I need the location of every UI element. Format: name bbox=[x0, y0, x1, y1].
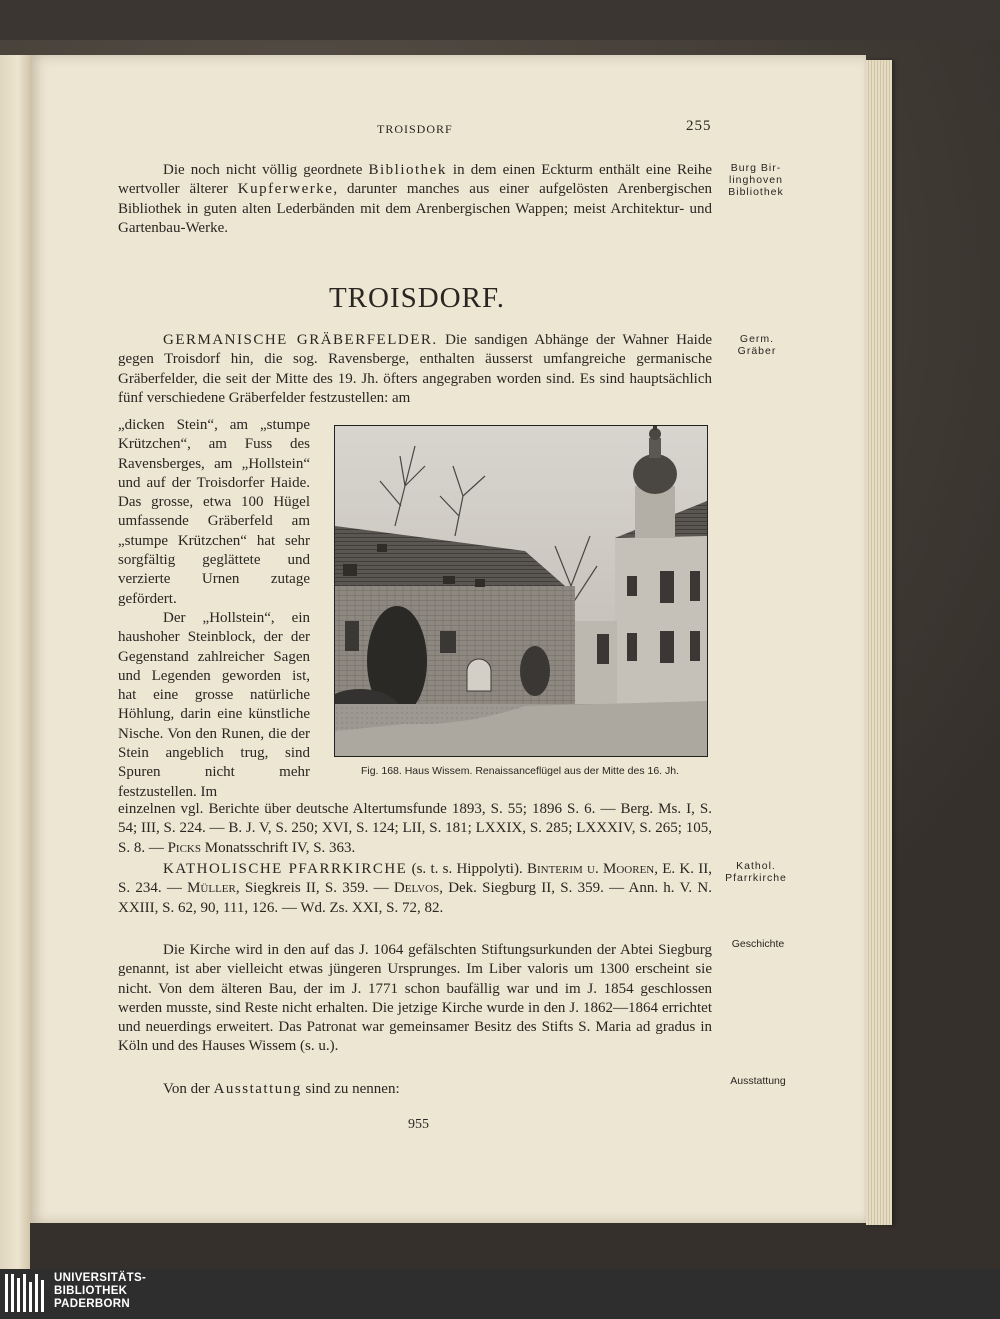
paragraph-geschichte: Die Kirche wird in den auf das J. 1064 gefälschten Stiftungsurkunden der Abtei Siegburg genannt, ist aber vielleicht etwas jüngeren Ursprunges. Im Liber valoris um 1300 erscheint sie nicht. Von dem älteren Bau, der im J. 1771 schon baufällig war und im J. 1854 geschlossen werden musste, sind Reste nicht erhalten. Die jetzige Kirche wurde in den J. 1862—1864 errichtet und neuerdings erweitert. Das Patronat war gemeinsamer Besitz des Stifts S. Maria ad gradus in Köln und des Hauses Wissem (s. u.). bbox=[118, 942, 712, 1055]
library-logo-icon bbox=[5, 1270, 49, 1316]
figure-photo-haus-wissem bbox=[334, 425, 708, 757]
margin-note-kathol: Kathol. Pfarrkirche bbox=[725, 860, 787, 884]
column-paragraph-1: „dicken Stein“, am „stumpe Krützchen“, am Fuss des Ravensberges, am „Hollstein“ und auf der Troisdorfer Haide. Das grosse, etwa 100 Hügel umfassende Gräberfeld am „stumpe Krützchen“ hat sehr sorgfältig geglättete und verzierte Urnen zutage gefördert. bbox=[118, 417, 310, 607]
paragraph-ausstattung: Von der Ausstattung sind zu nennen: bbox=[163, 1081, 400, 1097]
library-name bbox=[54, 1272, 146, 1311]
paragraph-references: einzelnen vgl. Berichte über deutsche Altertumsfunde 1893, S. 55; 1896 S. 6. — Berg. Ms. I, S. 54; III, S. 224. — B. J. V, S. 250; XVI, S. 124; LII, S. 181; LXXIX, S. 285; LXXXIV, S. 265; 105, S. 8. — Picks Monatsschrift IV, S. 363. bbox=[118, 801, 712, 856]
column-paragraph-2: Der „Hollstein“, ein haushoher Steinblock, der der Gegenstand zahlreicher Sagen und Legenden geworden ist, hat eine grosse natürliche Höhlung, darin eine künstliche Nische. Von den Runen, die der Stein angeblich trug, sind Spuren nicht mehr festzustellen. Im bbox=[118, 609, 310, 800]
running-head: TROISDORF bbox=[377, 122, 453, 136]
margin-note-germ: Germ. Gräber bbox=[737, 333, 777, 357]
paragraph-bibliothek: Die noch nicht völlig geordnete Bibliothek in dem einen Eckturm enthält eine Reihe wertvoller älterer Kupferwerke, darunter manches aus einer aufgelösten Arenbergischen Bibliothek in guten alten Lederbänden mit dem Arenbergischen Wappen; meist Architektur- und Gartenbau-Werke. bbox=[118, 162, 712, 236]
section-katholische-pfarrkirche: KATHOLISCHE PFARRKIRCHE (s. t. s. Hippolyti). Binterim u. Mooren, E. K. II, S. 234. — Müller, Siegkreis II, S. 359. — Delvos, Dek. Siegburg II, S. 359. — Ann. h. V. N. XXIII, S. 62, 90, 111, 126. — Wd. Zs. XXI, S. 72, 82. bbox=[118, 861, 712, 916]
haus-wissem-illustration bbox=[335, 426, 707, 756]
library-name-line2: BIBLIOTHEK bbox=[54, 1285, 128, 1297]
page-number-top: 255 bbox=[686, 118, 712, 134]
footer-bar bbox=[0, 1269, 1000, 1319]
figure-caption: Fig. 168. Haus Wissem. Renaissanceflügel aus der Mitte des 16. Jh. bbox=[360, 765, 680, 777]
page-stack-edge bbox=[866, 60, 892, 1225]
column-text bbox=[118, 416, 310, 802]
section-germanische-graeberfelder: GERMANISCHE GRÄBERFELDER. Die sandigen Abhänge der Wahner Haide gegen Troisdorf hin, die sog. Ravensberge, enthalten äusserst umfangreiche germanische Gräberfelder, die seit der Mitte des 19. Jh. öfters angegraben worden sind. Es sind hauptsächlich fünf verschiedene Gräberfelder festzustellen: am bbox=[118, 332, 712, 406]
page-number-bottom: 955 bbox=[408, 1117, 429, 1132]
library-name-line1: UNIVERSITÄTS- bbox=[54, 1272, 147, 1284]
library-name-line3: PADERBORN bbox=[54, 1298, 130, 1310]
page-title: TROISDORF. bbox=[328, 282, 506, 314]
margin-note-ausstattung: Ausstattung bbox=[730, 1075, 786, 1087]
margin-note-geschichte: Geschichte bbox=[731, 938, 785, 950]
left-page-edge bbox=[0, 55, 30, 1270]
margin-note-burg: Burg Bir- linghoven Bibliothek bbox=[728, 162, 784, 198]
